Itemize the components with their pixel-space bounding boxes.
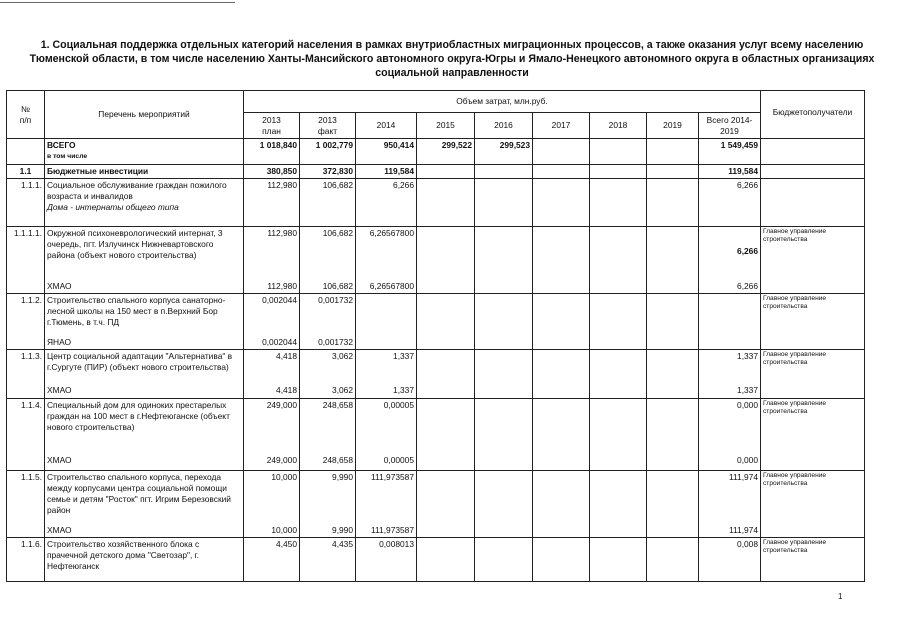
cell-value: 6,266 (699, 179, 761, 227)
cell-recipient (761, 139, 865, 165)
cell-value (533, 471, 590, 538)
page-number: 1 (838, 592, 843, 601)
cell-value: 119,584 (356, 165, 417, 179)
row-num (7, 139, 45, 165)
cell-value: 1,337 1,337 (699, 350, 761, 399)
cell-value (475, 471, 533, 538)
header-year: 2014 (356, 113, 417, 139)
cell-value: 0,001732 0,001732 (300, 294, 356, 350)
row-num: 1.1.5. (7, 471, 45, 538)
cell-value (590, 179, 647, 227)
cell-value (533, 350, 590, 399)
cell-value (590, 399, 647, 471)
cell-value: 6,266 (356, 179, 417, 227)
row-label: Строительство спального корпуса санаторно-лесной школы на 150 мест в п.Верхний Бор г.Тюмень, в т.ч. ПД ЯНАО (45, 294, 244, 350)
cell-value (590, 350, 647, 399)
cell-value: 4,435 (300, 538, 356, 582)
costs-table (6, 90, 865, 582)
cell-value: 299,523 (475, 139, 533, 165)
cell-value (647, 179, 699, 227)
row-num: 1.1.1.1. (7, 227, 45, 294)
cell-value: 0,002044 0,002044 (244, 294, 300, 350)
cell-value: 10,000 10,000 (244, 471, 300, 538)
header-num: № п/п (7, 91, 45, 139)
cell-recipient: Главное управление строительства (761, 294, 865, 350)
table-row (7, 179, 865, 227)
row-num: 1.1.3. (7, 350, 45, 399)
cell-value: 4,418 4,418 (244, 350, 300, 399)
cell-value (533, 139, 590, 165)
top-rule (0, 2, 235, 3)
header-list: Перечень мероприятий (45, 91, 244, 139)
table-row (7, 399, 865, 471)
cell-value: 119,584 (699, 165, 761, 179)
row-label: Строительство хозяйственного блока с прачечной детского дома "Светозар", г. Нефтеюганск (45, 538, 244, 582)
cell-value (417, 399, 475, 471)
cell-value: 249,000 249,000 (244, 399, 300, 471)
table-row (7, 538, 865, 582)
cell-value (533, 165, 590, 179)
cell-recipient (761, 179, 865, 227)
header-year: 2018 (590, 113, 647, 139)
cell-value: 6,26567800 6,26567800 (356, 227, 417, 294)
cell-value (647, 399, 699, 471)
row-label: Социальное обслуживание граждан пожилого возраста и инвалидов Дома - интернаты общего типа (45, 179, 244, 227)
cell-value (475, 179, 533, 227)
header-recipients: Бюджетополучатели (761, 91, 865, 139)
cell-value: 9,990 9,990 (300, 471, 356, 538)
cell-value: 380,850 (244, 165, 300, 179)
cell-value: 112,980 112,980 (244, 227, 300, 294)
table-row (7, 227, 865, 294)
cell-value (590, 227, 647, 294)
cell-value (647, 471, 699, 538)
table-row (7, 165, 865, 179)
cell-value: 0,00005 0,00005 (356, 399, 417, 471)
cell-value (417, 227, 475, 294)
row-num: 1.1.4. (7, 399, 45, 471)
cell-value: 1,337 1,337 (356, 350, 417, 399)
cell-value (475, 538, 533, 582)
cell-value: 0,000 0,000 (699, 399, 761, 471)
header-year: 2013 факт (300, 113, 356, 139)
cell-value: 1 549,459 (699, 139, 761, 165)
row-num: 1.1 (7, 165, 45, 179)
cell-value (475, 399, 533, 471)
header-year: 2015 (417, 113, 475, 139)
header-costs: Объем затрат, млн.руб. (244, 91, 761, 113)
cell-value (417, 294, 475, 350)
cell-value (533, 227, 590, 294)
row-num: 1.1.1. (7, 179, 45, 227)
cell-value (647, 294, 699, 350)
table-row (7, 294, 865, 350)
cell-value (647, 139, 699, 165)
cell-recipient: Главное управление строительства (761, 227, 865, 294)
cell-value: 0,008013 (356, 538, 417, 582)
cell-value (590, 538, 647, 582)
cell-value (417, 538, 475, 582)
cell-value (356, 294, 417, 350)
header-year: 2013 план (244, 113, 300, 139)
cell-value: 111,973587 111,973587 (356, 471, 417, 538)
cell-value (475, 165, 533, 179)
cell-value (647, 538, 699, 582)
table-row (7, 139, 865, 165)
row-label: Центр социальной адаптации "Альтернатива" в г.Сургуте (ПИР) (объект нового строительства) ХМАО (45, 350, 244, 399)
cell-value (590, 471, 647, 538)
cell-value: 6,266 6,266 (699, 227, 761, 294)
cell-value (417, 350, 475, 399)
cell-value: 372,830 (300, 165, 356, 179)
row-num: 1.1.2. (7, 294, 45, 350)
row-label: ВСЕГО в том числе (45, 139, 244, 165)
cell-recipient: Главное управление строительства (761, 471, 865, 538)
row-num: 1.1.6. (7, 538, 45, 582)
cell-recipient: Главное управление строительства (761, 399, 865, 471)
cell-value (475, 350, 533, 399)
cell-value (699, 294, 761, 350)
page-title: 1. Социальная поддержка отдельных категорий населения в рамках внутриобластных миграционных процессов, а также оказания услуг всему населению Тюменской области, в том числе населению Ханты-Мансийского автономного округа-Югры и Ямало-Ненецкого автономного округа в областных организациях социальной направленности (29, 39, 875, 79)
row-label: Специальный дом для одиноких престарелых граждан на 100 мест в г.Нефтеюганске (объект нового строительства) ХМАО (45, 399, 244, 471)
cell-value: 4,450 (244, 538, 300, 582)
cell-value (590, 139, 647, 165)
cell-value (647, 350, 699, 399)
cell-value (533, 294, 590, 350)
cell-value: 950,414 (356, 139, 417, 165)
cell-value (475, 294, 533, 350)
row-label: Бюджетные инвестиции (45, 165, 244, 179)
row-label: Строительство спального корпуса, перехода между корпусами центра социальной помощи семье и детям "Росток" пгт. Игрим Березовский район ХМАО (45, 471, 244, 538)
row-label: Окружной психоневрологический интернат, 3 очередь, пгт. Излучинск Нижневартовского района (объект нового строительства) ХМАО (45, 227, 244, 294)
cell-value: 106,682 (300, 179, 356, 227)
header-year: 2017 (533, 113, 590, 139)
cell-value: 1 002,779 (300, 139, 356, 165)
header-year: Всего 2014- 2019 (699, 113, 761, 139)
cell-value (533, 179, 590, 227)
cell-recipient: Главное управление строительства (761, 350, 865, 399)
cell-value (417, 165, 475, 179)
cell-value: 248,658 248,658 (300, 399, 356, 471)
cell-value: 3,062 3,062 (300, 350, 356, 399)
cell-value (590, 165, 647, 179)
cell-value: 299,522 (417, 139, 475, 165)
cell-value (590, 294, 647, 350)
cell-value: 111,974 111,974 (699, 471, 761, 538)
cell-value (475, 227, 533, 294)
cell-value (533, 538, 590, 582)
cell-value (417, 471, 475, 538)
table-row (7, 350, 865, 399)
cell-value (533, 399, 590, 471)
cell-value: 0,008 (699, 538, 761, 582)
cell-value: 106,682 106,682 (300, 227, 356, 294)
cell-value (647, 227, 699, 294)
cell-recipient: Главное управление строительства (761, 538, 865, 582)
table-row (7, 471, 865, 538)
cell-value: 112,980 (244, 179, 300, 227)
cell-recipient (761, 165, 865, 179)
cell-value (417, 179, 475, 227)
cell-value (647, 165, 699, 179)
cell-value: 1 018,840 (244, 139, 300, 165)
header-year: 2016 (475, 113, 533, 139)
header-year: 2019 (647, 113, 699, 139)
